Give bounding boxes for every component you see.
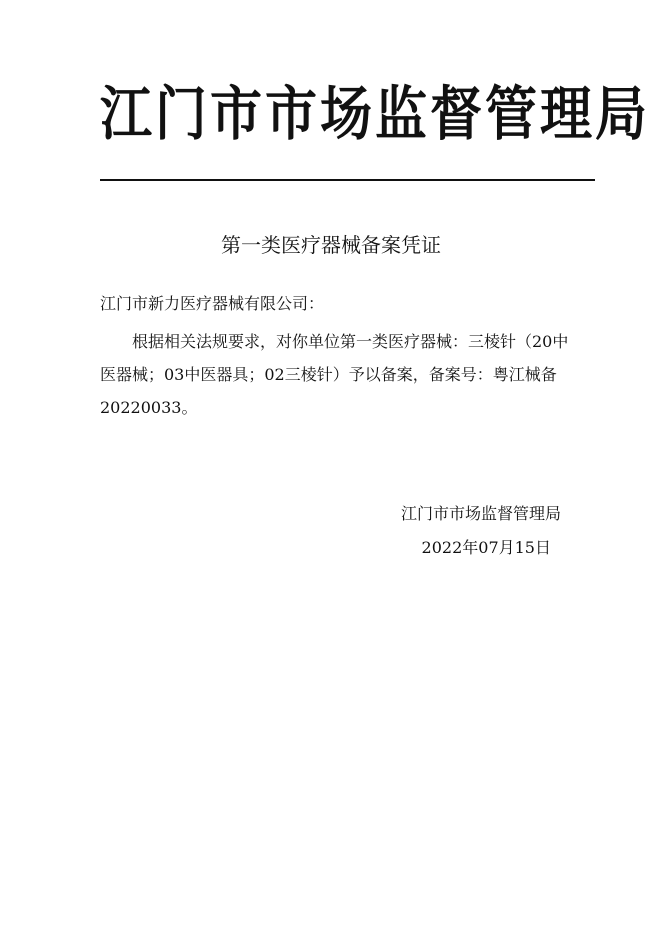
issuing-authority-header: 江门市市场监督管理局 xyxy=(100,81,651,149)
document-title: 第一类医疗器械备案凭证 xyxy=(221,233,441,257)
signature-organization: 江门市市场监督管理局 xyxy=(400,504,561,523)
body-paragraph: 根据相关法规要求，对你单位第一类医疗器械：三棱针（20中医器械；03中医器具；02三棱针）予以备案，备案号：粤江械备20220033。 xyxy=(100,332,569,417)
recipient-line: 江门市新力医疗器械有限公司： xyxy=(100,294,325,313)
header-divider xyxy=(100,179,595,181)
signature-date: 2022年07月15日 xyxy=(421,538,551,557)
